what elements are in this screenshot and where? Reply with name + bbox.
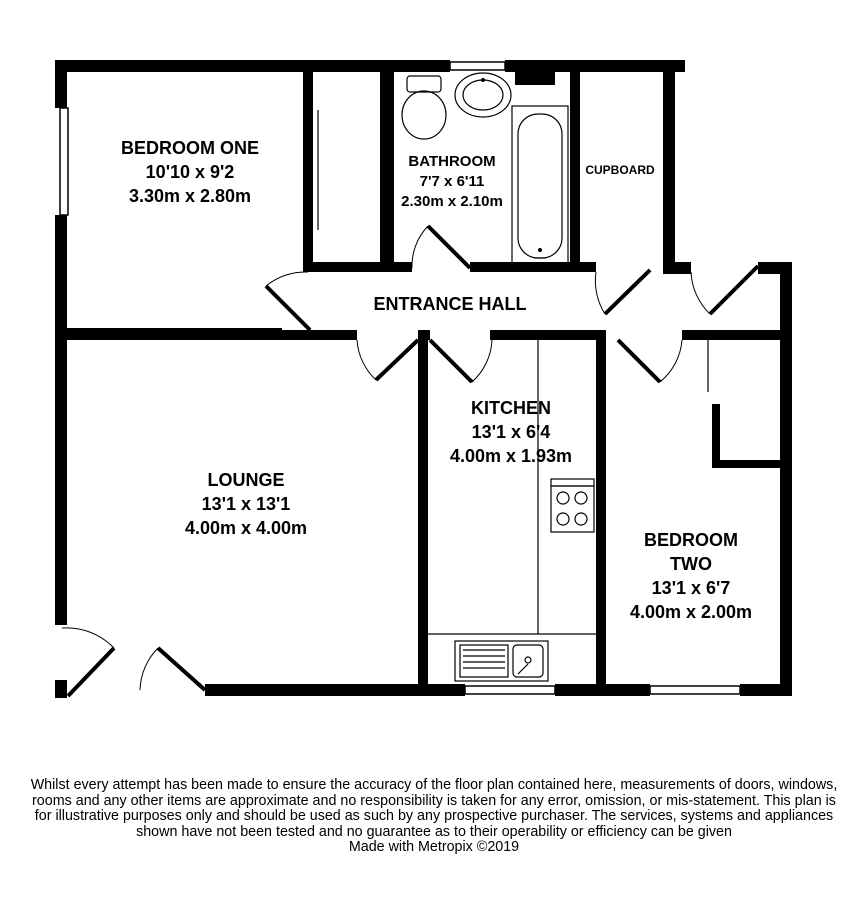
wall-bathroom-left	[384, 72, 394, 272]
door-kitchen-arc	[472, 340, 492, 382]
wall-right-top-stub	[758, 262, 792, 274]
wall-cupboard-right	[663, 60, 675, 274]
kitchen-name: KITCHEN	[471, 398, 551, 418]
door-lounge-french-left	[68, 648, 114, 696]
door-lounge	[376, 340, 418, 380]
wardrobe-bedroom-two-bottom	[712, 460, 784, 468]
bathroom-imperial: 7'7 x 6'11	[419, 173, 485, 190]
wall-hall-kitchen-top	[418, 330, 430, 340]
door-cupboard-arc	[595, 272, 605, 314]
wall-left-mid	[55, 215, 67, 625]
bedroom-two-imperial: 13'1 x 6'7	[651, 578, 731, 598]
door-bedroom-two	[618, 340, 660, 382]
disclaimer	[30, 778, 838, 856]
bathroom-name: BATHROOM	[408, 153, 496, 170]
toilet	[402, 76, 446, 139]
door-lounge-french-right-arc	[140, 648, 158, 690]
wall-left-lower	[55, 680, 67, 698]
window-bedroom-one	[60, 108, 68, 215]
wall-bedroom-one-bottom-right	[303, 262, 390, 272]
door-bedroom-two-arc	[660, 340, 682, 382]
kitchen-imperial: 13'1 x 6'4	[471, 422, 551, 442]
wardrobe-bedroom-two-side	[712, 404, 720, 466]
wall-bedroom-two-top-right	[682, 330, 792, 340]
door-bathroom	[428, 226, 470, 268]
hob	[551, 479, 594, 532]
bedroom-two-name-line2: TWO	[670, 554, 712, 574]
door-entrance	[710, 266, 758, 314]
door-kitchen	[430, 340, 472, 382]
kitchen-sink	[455, 641, 548, 681]
wall-hall-kitchen-top-right	[490, 330, 598, 340]
wall-left-upper	[55, 60, 67, 108]
door-bedroom-one-arc	[266, 272, 308, 286]
window-kitchen	[465, 686, 555, 694]
bathroom-metric: 2.30m x 2.10m	[401, 193, 503, 210]
wall-cupboard-bottom-left	[578, 262, 596, 272]
lounge-imperial: 13'1 x 13'1	[201, 494, 291, 514]
wall-bathroom-bottom-left	[384, 262, 412, 272]
disclaimer-credit: Made with Metropix ©2019	[348, 839, 520, 856]
door-lounge-french-left-arc	[62, 628, 114, 648]
door-lounge-arc	[357, 340, 376, 380]
kitchen-worktop	[428, 340, 596, 634]
lounge-name: LOUNGE	[207, 470, 285, 490]
door-lounge-french-right	[158, 648, 205, 690]
wall-kitchen-bedroom-two	[596, 330, 606, 696]
wall-cupboard-stub	[663, 262, 691, 274]
chimney-block	[515, 60, 555, 85]
door-cupboard	[605, 270, 650, 314]
bedroom-two-name-line1: BEDROOM	[644, 530, 738, 550]
lounge-metric: 4.00m x 4.00m	[184, 518, 308, 538]
basin	[455, 73, 511, 117]
wall-lounge-kitchen	[418, 330, 428, 696]
wall-lounge-top-left	[67, 330, 357, 340]
wall-right	[780, 262, 792, 696]
disclaimer-text: Whilst every attempt has been made to ensure the accuracy of the floor plan contained here, measurements of doors, windows, rooms and any other items are approximate and no responsibility is taken for any error, omission, or mis-statement. This plan is for illustrative purposes only and should be used as such by any prospective purchaser. The services, systems and appliances shown have not been tested and no guarantee as to their operability or efficiency can be given	[30, 777, 838, 840]
wardrobe-bedroom-one	[303, 72, 313, 272]
entrance-hall-name: ENTRANCE HALL	[373, 294, 527, 314]
door-entrance-arc	[691, 272, 710, 314]
window-bathroom	[450, 62, 505, 70]
wall-top-bedroom-one	[55, 60, 450, 72]
bath	[512, 106, 568, 264]
door-bedroom-one	[266, 286, 310, 330]
cupboard-name: CUPBOARD	[585, 163, 655, 177]
bedroom-one-name: BEDROOM ONE	[120, 138, 260, 158]
door-bathroom-arc	[412, 226, 428, 268]
bedroom-one-imperial: 10'10 x 9'2	[145, 162, 235, 182]
bedroom-two-metric: 4.00m x 2.00m	[629, 602, 753, 622]
kitchen-metric: 4.00m x 1.93m	[449, 446, 573, 466]
bedroom-one-metric: 3.30m x 2.80m	[128, 186, 252, 206]
window-bedroom-two	[650, 686, 740, 694]
wall-bathroom-right	[570, 72, 580, 272]
